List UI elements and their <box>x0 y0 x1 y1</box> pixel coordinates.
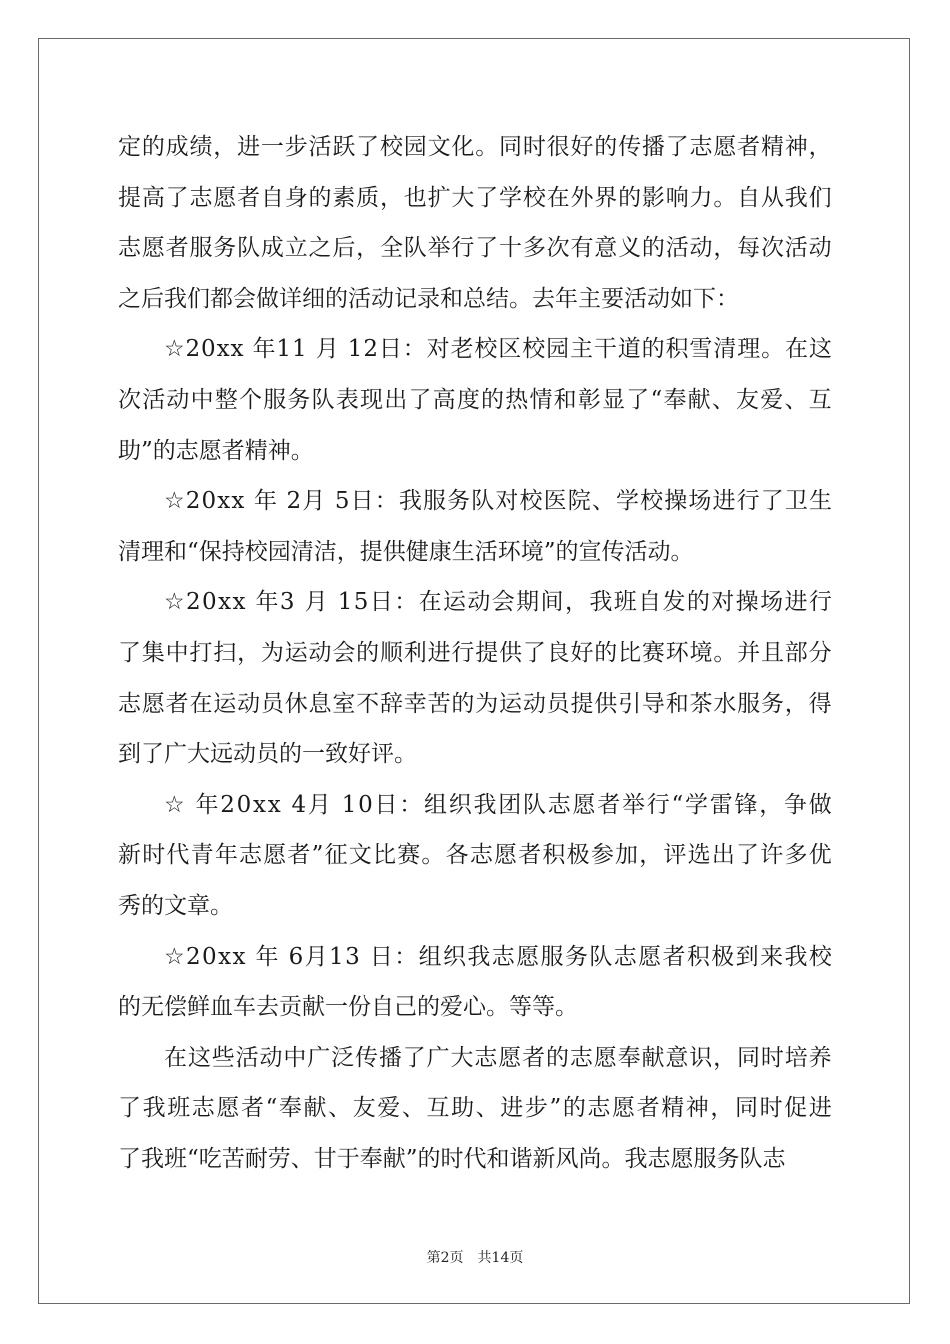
text-line: 志 愿 者 服 务 队 成 立 之 后 ， 全 队 举 行 了 十 多 次 有 意 义 的 活 动 ， 每 次 活 动 <box>118 235 832 262</box>
text-line: 定 的 成 绩 ， 进 一 步 活 跃 了 校 园 文 化 。 同 时 很 好 的 传 播 了 志 愿 者 精 神 ， <box>118 134 832 160</box>
text-line: 的无偿鲜血车去贡献一份自己的爱心。等等。 <box>118 994 578 1021</box>
text-line: 助”的志愿者精神。 <box>118 437 314 464</box>
text-line: ☆ 2 0 x x 年 6 月 1 3 日 ： 组 织 我 志 愿 服 务 队 志 愿 者 积 极 到 来 我 校 <box>164 943 832 970</box>
paragraph <box>118 122 832 324</box>
text-line: 了 我 班 志 愿 者 “ 奉 献 、 友 爱 、 互 助 、 进 步 ” 的 志 愿 者 精 神 ， 同 时 促 进 <box>118 1095 832 1122</box>
text-line: 到了广大远动员的一致好评。 <box>118 741 417 768</box>
text-line: ☆ 2 0 x x 年 3 月 1 5 日 ： 在 运 动 会 期 间 ， 我 班 自 发 的 对 操 场 进 行 <box>164 589 832 616</box>
text-line: 提 高 了 志 愿 者 自 身 的 素 质 ， 也 扩 大 了 学 校 在 外 界 的 影 响 力 。 自 从 我 们 <box>118 184 832 211</box>
text-line: 清理和“保持校园清洁，提供健康生活环境”的宣传活动。 <box>118 538 694 565</box>
text-line: ☆ 2 0 x x 年 2 月 5 日 ： 我 服 务 队 对 校 医 院 、 学 校 操 场 进 行 了 卫 生 <box>164 488 832 515</box>
text-line: 之后我们都会做详细的活动记录和总结。去年主要活动如下： <box>118 285 739 312</box>
text-line: 秀的文章。 <box>118 892 233 919</box>
paragraph <box>118 932 832 1033</box>
text-line: 了我班“吃苦耐劳、甘于奉献”的时代和谐新风尚。我志愿服务队志 <box>118 1145 786 1172</box>
paragraph <box>118 780 832 932</box>
page-footer: 第2页 共14页 <box>426 1250 524 1266</box>
text-line: 志 愿 者 在 运 动 员 休 息 室 不 辞 幸 苦 的 为 运 动 员 提 供 引 导 和 茶 水 服 务 ， 得 <box>118 690 832 717</box>
paragraph <box>118 476 832 577</box>
document-body <box>118 122 832 1184</box>
text-line: 在 这 些 活 动 中 广 泛 传 播 了 广 大 志 愿 者 的 志 愿 奉 献 意 识 ， 同 时 培 养 <box>164 1044 832 1071</box>
text-line: ☆ 2 0 x x 年 1 1 月 1 2 日 ： 对 老 校 区 校 园 主 干 道 的 积 雪 清 理 。 在 这 <box>164 336 832 363</box>
text-line: 新 时 代 青 年 志 愿 者 ” 征 文 比 赛 。 各 志 愿 者 积 极 参 加 ， 评 选 出 了 许 多 优 <box>118 842 832 869</box>
paragraph <box>118 577 832 779</box>
paragraph <box>118 1033 832 1185</box>
text-line: 次 活 动 中 整 个 服 务 队 表 现 出 了 高 度 的 热 情 和 彰 显 了 “ 奉 献 、 友 爱 、 互 <box>118 386 832 413</box>
paragraph <box>118 324 832 476</box>
text-line: ☆ 年 2 0 x x 4 月 1 0 日 ： 组 织 我 团 队 志 愿 者 举 行 “ 学 雷 锋 ， 争 做 <box>164 791 832 818</box>
text-line: 了 集 中 打 扫 ， 为 运 动 会 的 顺 利 进 行 提 供 了 良 好 的 比 赛 环 境 。 并 且 部 分 <box>118 639 832 666</box>
